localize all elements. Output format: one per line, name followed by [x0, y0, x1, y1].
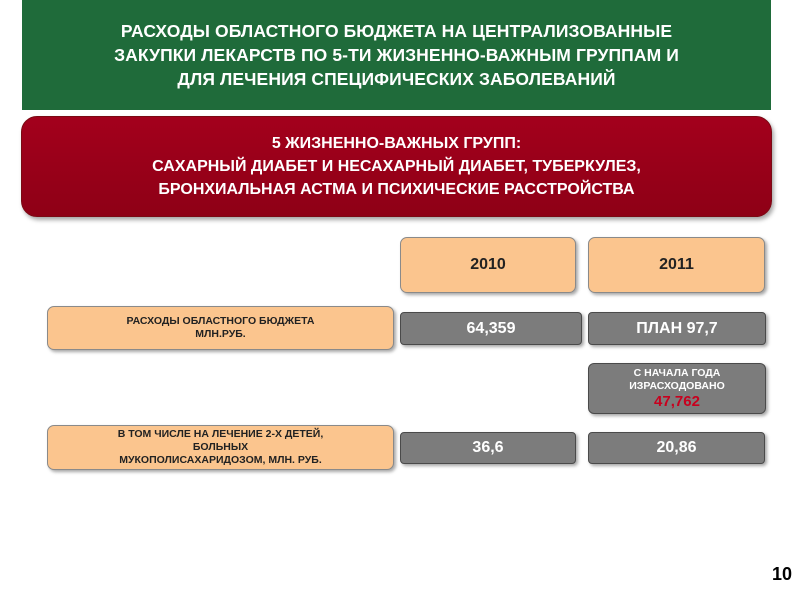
vital-groups-box — [21, 116, 772, 217]
year-2010-label: 2010 — [470, 256, 506, 273]
year-2010-header — [400, 237, 576, 293]
spent-value: 47,762 — [654, 392, 700, 410]
budget-2011-plan-value: ПЛАН 97,7 — [588, 312, 766, 345]
children-2010-value: 36,6 — [400, 432, 576, 464]
page-number: 10 — [771, 564, 792, 584]
children-2011-value: 20,86 — [588, 432, 765, 464]
spent-since-year-start-box — [588, 363, 766, 414]
row-children-label: В ТОМ ЧИСЛЕ НА ЛЕЧЕНИЕ 2-Х ДЕТЕЙ, БОЛЬНЫХ МУКОПОЛИСАХАРИДОЗОМ, МЛН. РУБ. — [117, 428, 324, 466]
vital-groups-text: 5 ЖИЗНЕННО-ВАЖНЫХ ГРУПП: САХАРНЫЙ ДИАБЕТ И НЕСАХАРНЫЙ ДИАБЕТ, ТУБЕРКУЛЕЗ, БРОНХИАЛЬНАЯ АСТМА И ПСИХИЧЕСКИЕ РАССТРОЙСТВА — [152, 135, 641, 198]
year-2011-header — [588, 237, 765, 293]
spent-label: С НАЧАЛА ГОДА ИЗРАСХОДОВАНО — [629, 366, 725, 392]
row-budget-label: РАСХОДЫ ОБЛАСТНОГО БЮДЖЕТА МЛН.РУБ. — [126, 315, 315, 340]
title-banner — [22, 0, 771, 110]
slide-title: РАСХОДЫ ОБЛАСТНОГО БЮДЖЕТА НА ЦЕНТРАЛИЗОВАННЫЕ ЗАКУПКИ ЛЕКАРСТВ ПО 5-ТИ ЖИЗНЕННО-ВАЖНЫМ ГРУППАМ И ДЛЯ ЛЕЧЕНИЯ СПЕЦИФИЧЕСКИХ ЗАБОЛЕВАНИЙ — [114, 21, 679, 89]
row-children-label-box — [47, 425, 394, 470]
row-budget-label-box — [47, 306, 394, 350]
year-2011-label: 2011 — [659, 256, 694, 273]
budget-2010-value: 64,359 — [400, 312, 582, 345]
